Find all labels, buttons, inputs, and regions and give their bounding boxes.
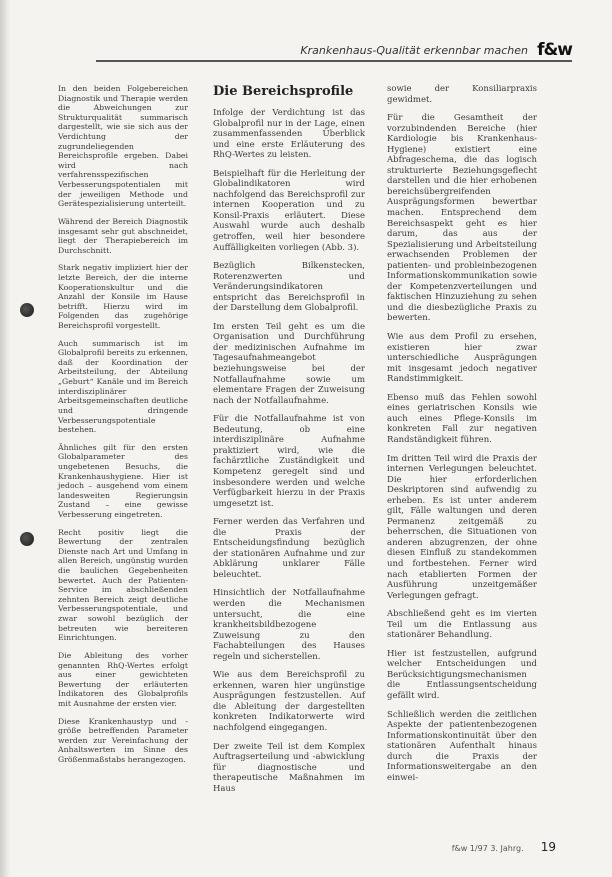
- header-title: Krankenhaus-Qualität erkennbar machen: [300, 44, 528, 57]
- paragraph: Stark negativ impliziert hier der letzte Bereich, der die interne Kooperationskultur und die Anzahl der Konsile im Hause betrifft. Hierzu wird im Folgenden das zugehörige Bereichsprofil vorgestellt.: [58, 263, 188, 331]
- scan-edge-shadow: [0, 0, 10, 877]
- paragraph: Beispielhaft für die Herleitung der Globalindikatoren wird nachfolgend das Bereichsprofil zur internen Kooperation und zu Konsil-Praxis erläutert. Diese Auswahl wurde auch deshalb getroffen, weil hier besondere Auffälligkeiten vorliegen (Abb. 3).: [213, 168, 365, 253]
- paragraph: Im ersten Teil geht es um die Organisation und Durchführung der medizinischen Aufnahme im Tagesaufnahmeangebot beziehungsweise bei der Notfallaufnahme sowie um elementare Fragen der Zuweisung nach der Notfallaufnahme.: [213, 321, 365, 406]
- text-column-3: [387, 84, 537, 791]
- paragraph: Diese Krankenhaustyp und -größe betreffenden Parameter werden zur Vereinfachung der Anhaltswerten im Sinne des Größenmaßstabs herangezogen.: [58, 716, 188, 764]
- footer-source: f&w 1/97 3. Jahrg.: [451, 844, 524, 853]
- paragraph: sowie der Konsiliarpraxis gewidmet.: [387, 84, 537, 105]
- paragraph: Wie aus dem Bereichsprofil zu erkennen, waren hier ungünstige Ausprägungen festzustellen. Auf die Ableitung der dargestellten konkreten Indikatorwerte wird nachfolgend eingegangen.: [213, 670, 365, 733]
- punch-hole: [20, 303, 34, 317]
- paragraph: Ebenso muß das Fehlen sowohl eines geriatrischen Konsils wie auch eines Pflege-Konsils im konkreten Fall zur negativen Randständigkeit führen.: [387, 392, 537, 445]
- journal-logo: f&w: [537, 40, 572, 60]
- header-rule: [96, 60, 572, 62]
- paragraph: Ferner werden das Verfahren und die Praxis der Entscheidungsfindung bezüglich der stationären Aufnahme und zur Abklärung unklarer Fälle beleuchtet.: [213, 517, 365, 580]
- paragraph: Während der Bereich Diagnostik insgesamt sehr gut abschneidet, liegt der Therapiebereich im Durchschnitt.: [58, 216, 188, 255]
- page-footer: [452, 836, 556, 855]
- punch-hole: [20, 532, 34, 546]
- paragraph: Im dritten Teil wird die Praxis der internen Verlegungen beleuchtet. Die hier erforderlichen Deskriptoren sind aufwendig zu erheben. Es ist unter anderem gilt, Fälle waltungen und deren Permanenz zeitgemäß zu beherrschen, die Situationen von anderen abzugrenzen, der ohne diesen Einfluß zu standekommen und fortbestehen. Ferner wird nach etablierten Formen der Ausführung unzeitgemäßer Verlegungen gefragt.: [387, 453, 537, 601]
- running-header: [96, 42, 572, 64]
- text-column-1: [58, 84, 188, 773]
- paragraph: Der zweite Teil ist dem Komplex Auftragserteilung und -abwicklung für diagnostische und therapeutische Maßnahmen im Haus: [213, 741, 365, 794]
- text-column-2: [213, 84, 365, 802]
- paragraph: Wie aus dem Profil zu ersehen, existieren hier zwar unterschiedliche Ausprägungen mit insgesamt jedoch negativer Randstimmigkeit.: [387, 332, 537, 385]
- paragraph: Hinsichtlich der Notfallaufnahme werden die Mechanismen untersucht, die eine krankheitsbildbezogene Zuweisung zu den Fachabteilungen des Hauses regeln und sicherstellen.: [213, 588, 365, 662]
- page-number: 19: [540, 840, 556, 854]
- paragraph: Für die Gesamtheit der vorzubindenden Bereiche (hier Kardiologie bis Krankenhaus-Hygiene) existiert eine Abfrageschema, die das logisch strukturierte Beziehungsgeflecht darstellen und die hier erhobenen bereichsübergreifenden Ausprägungsformen bewertbar machen. Entsprechend dem Bereichsaspekt geht es hier darum, das aus der Spezialisierung und Arbeitsteilung erwachsenden Problemen der patienten- und probleinbezogenen Informationskommunikation sowie der Kompetenzverteilungen und faktischen Hinzuziehung zu sehen und die diesbezügliche Praxis zu bewerten.: [387, 113, 537, 324]
- paragraph: Infolge der Verdichtung ist das Globalprofil nur in der Lage, einen zusammenfassenden Überblick und eine erste Erläuterung des RhQ-Wertes zu leisten.: [213, 108, 365, 161]
- section-heading: Die Bereichsprofile: [213, 84, 354, 99]
- paragraph: Ähnliches gilt für den ersten Globalparameter des ungebetenen Besuchs, die Krankenhaushygiene. Hier ist jedoch – ausgehend vom einem landesweiten Regierungsin Zustand – eine gewisse Verbesserung eingetreten.: [58, 442, 188, 519]
- paragraph: Schließlich werden die zeitlichen Aspekte der patientenbezogenen Informationskontinuität über den stationären Aufenthalt hinaus durch die Praxis der Informationsweitergabe an den einwei-: [387, 709, 537, 783]
- paragraph: Für die Notfallaufnahme ist von Bedeutung, ob eine interdisziplinäre Aufnahme praktiziert wird, wie die fachärztliche Zuständigkeit und Kompetenz geregelt sind und insbesondere werden und welche Verfügbarkeit hierzu in der Praxis umgesetzt ist.: [213, 414, 365, 509]
- paragraph: Bezüglich Bilkenstecken, Roterenzwerten und Veränderungsindikatoren entspricht das Bereichsprofil in der Darstellung dem Globalprofil.: [213, 261, 365, 314]
- paragraph: Recht positiv liegt die Bewertung der zentralen Dienste nach Art und Umfang in allen Bereich, ungünstig wurden die baulichen Gegebenheiten bewertet. Auch der Patienten-Service im abschließenden zehnten Bereich zeigt deutliche Verbesserungspotentiale, und zwar sowohl bezüglich der betreuten wie bereiteren Einrichtungen.: [58, 527, 188, 643]
- paragraph: Die Ableitung des vorher genannten RhQ-Wertes erfolgt aus einer gewichteten Bewertung der erläuterten Indikatoren des Globalprofils mit Ausnahme der ersten vier.: [58, 650, 188, 708]
- paragraph: Auch summarisch ist im Globalprofil bereits zu erkennen, daß der Koordination der Arbeitsteilung, der Abteilung „Geburt“ Kanäle und im Bereich interdisziplinärer Arbeitsgemeinschaften deutliche und dringende Verbesserungspotentiale bestehen.: [58, 338, 188, 435]
- paragraph: In den beiden Folgebereichen Diagnostik und Therapie werden die Abweichungen zur Strukturqualität summarisch dargestellt, wie sie sich aus der Verdichtung der zugrundeliegenden Bereichsprofile ergeben. Dabei wird nach verfahrensspezifischen Verbesserungspotentialen mit der jeweiligen Methode und Gerätespezialisierung unterteilt.: [58, 84, 188, 209]
- paragraph: Hier ist festzustellen, aufgrund welcher Entscheidungen und Berücksichtigungsmechanismen die Entlassungsentscheidung gefällt wird.: [387, 648, 537, 701]
- paragraph: Abschließend geht es im vierten Teil um die Entlassung aus stationärer Behandlung.: [387, 609, 537, 641]
